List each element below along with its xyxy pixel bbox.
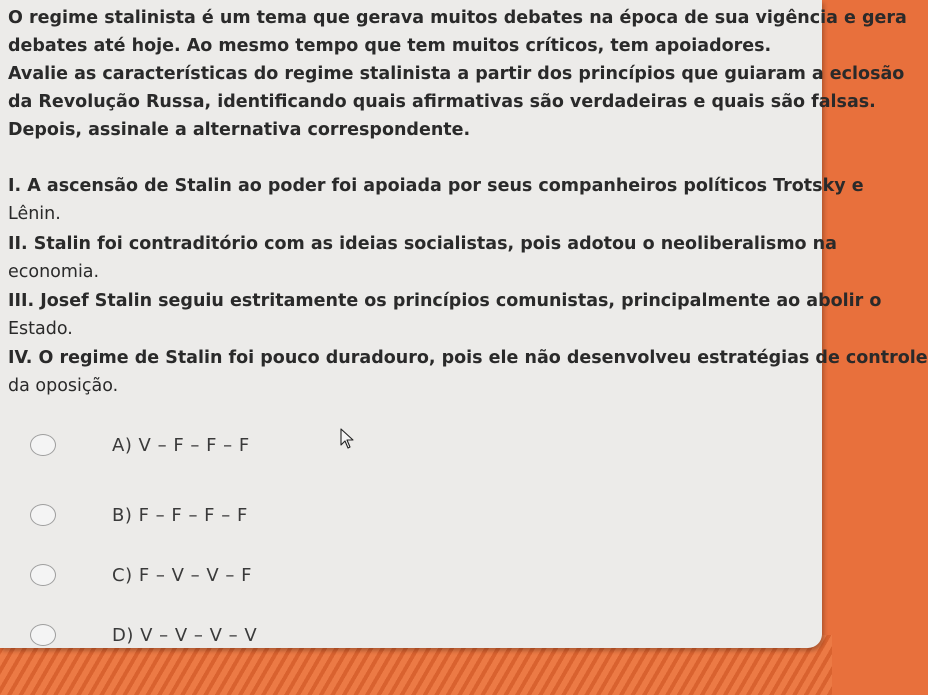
- statement-text: I. A ascensão de Stalin ao poder foi apoiada por seus companheiros políticos Trotsky e: [8, 176, 864, 196]
- statement-4: [8, 344, 928, 400]
- intro-line: da Revolução Russa, identificando quais afirmativas são verdadeiras e quais são falsas.: [8, 92, 876, 112]
- intro-line: debates até hoje. Ao mesmo tempo que tem muitos críticos, tem apoiadores.: [8, 36, 772, 56]
- intro-line: O regime stalinista é um tema que gerava muitos debates na época de sua vigência e gera: [8, 8, 907, 28]
- radio-button[interactable]: [30, 504, 56, 526]
- statement-1: [8, 172, 864, 228]
- statement-text: III. Josef Stalin seguiu estritamente os princípios comunistas, principalmente ao abolir o: [8, 291, 882, 311]
- radio-button[interactable]: [30, 434, 56, 456]
- statement-text-cont: economia.: [8, 262, 100, 282]
- option-a[interactable]: [30, 430, 330, 460]
- question-intro: [8, 4, 907, 144]
- intro-line: Avalie as características do regime stalinista a partir dos princípios que guiaram a eclosão: [8, 64, 905, 84]
- radio-button[interactable]: [30, 624, 56, 646]
- statement-2: [8, 230, 837, 286]
- statement-text-cont: da oposição.: [8, 376, 119, 396]
- option-d[interactable]: [30, 620, 330, 650]
- statement-text: II. Stalin foi contraditório com as ideias socialistas, pois adotou o neoliberalismo na: [8, 234, 837, 254]
- option-label: C) F – V – V – F: [112, 564, 252, 586]
- option-c[interactable]: [30, 560, 330, 590]
- statement-text: IV. O regime de Stalin foi pouco duradouro, pois ele não desenvolveu estratégias de controle: [8, 348, 928, 368]
- radio-button[interactable]: [30, 564, 56, 586]
- option-label: D) V – V – V – V: [112, 624, 258, 646]
- statement-3: [8, 287, 882, 343]
- option-b[interactable]: [30, 500, 330, 530]
- statement-text-cont: Estado.: [8, 319, 73, 339]
- intro-line: Depois, assinale a alternativa correspondente.: [8, 120, 471, 140]
- statement-text-cont: Lênin.: [8, 204, 61, 224]
- mouse-pointer-icon: [340, 428, 356, 450]
- option-label: A) V – F – F – F: [112, 434, 250, 456]
- option-label: B) F – F – F – F: [112, 504, 248, 526]
